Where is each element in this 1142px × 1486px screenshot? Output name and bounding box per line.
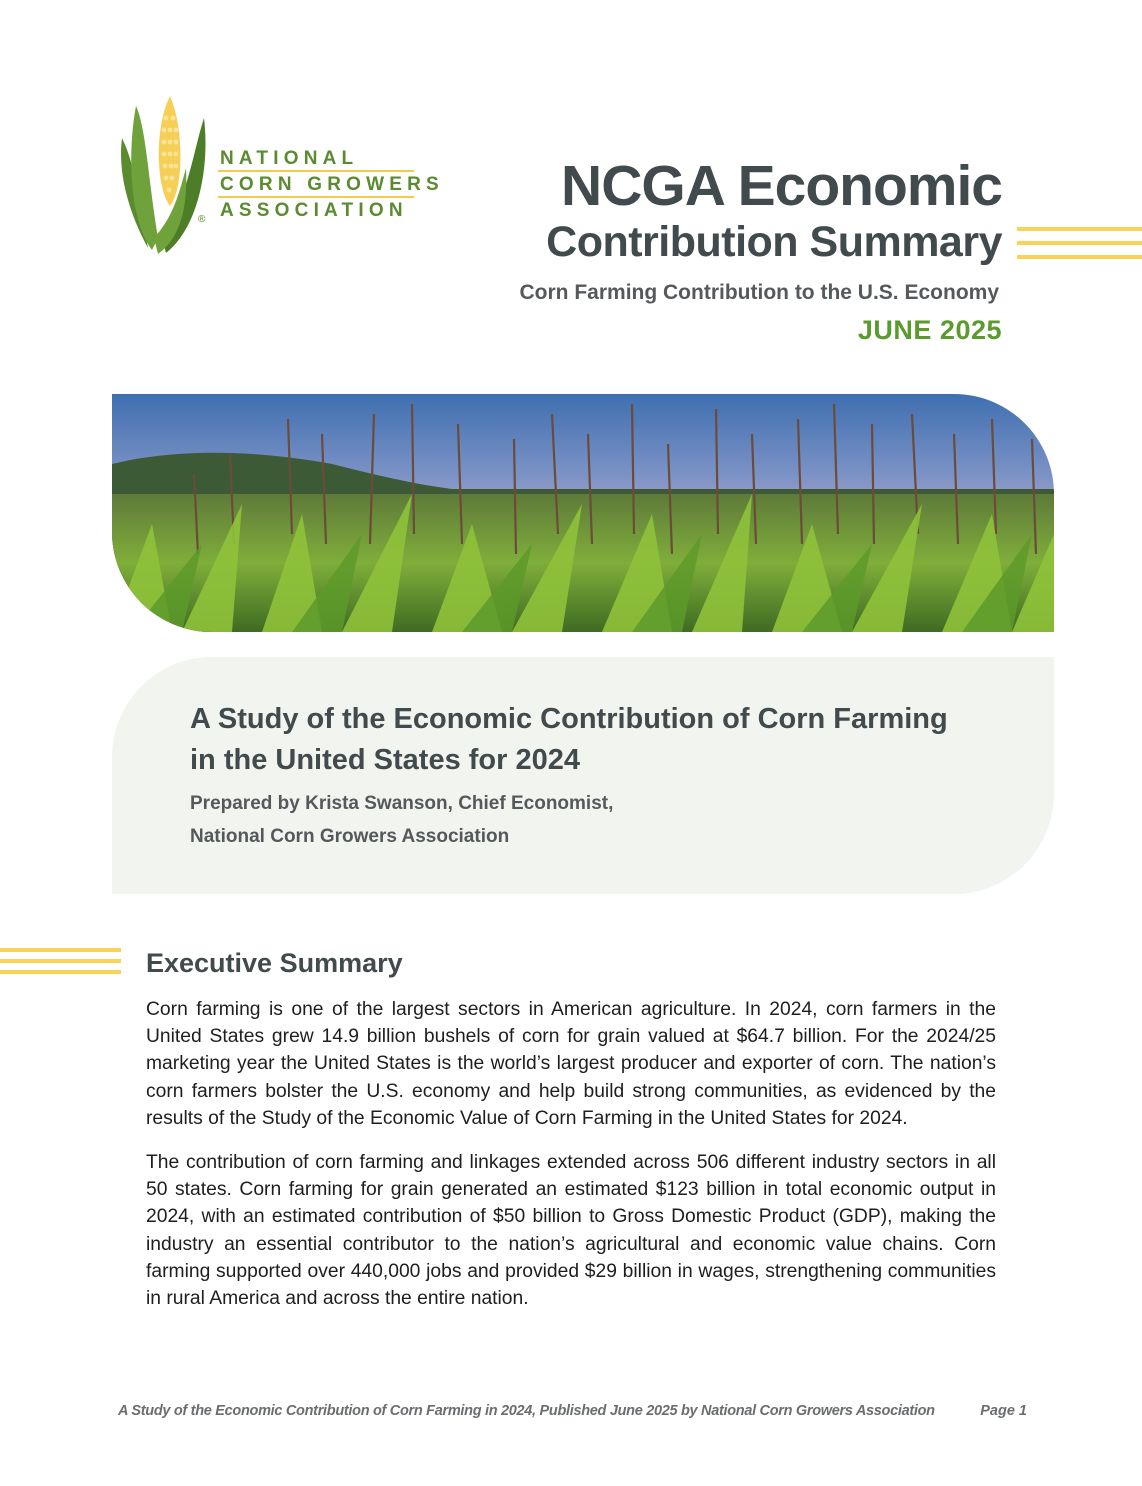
page-subtitle: Corn Farming Contribution to the U.S. Economy bbox=[519, 281, 999, 304]
logo-line-corn-growers: CORN GROWERS bbox=[218, 172, 414, 198]
footer-citation: A Study of the Economic Contribution of Corn Farming in 2024, Published June 2025 by National Corn Growers Association bbox=[118, 1403, 935, 1419]
executive-summary-heading: Executive Summary bbox=[146, 948, 403, 978]
ncga-logo bbox=[118, 88, 444, 258]
publication-date: JUNE 2025 bbox=[857, 315, 1002, 345]
logo-line-association: ASSOCIATION bbox=[220, 200, 408, 221]
study-info-panel bbox=[112, 657, 1054, 894]
page-title-line1: NCGA Economic bbox=[561, 154, 1002, 218]
study-title: A Study of the Economic Contribution of Corn Farming in the United States for 2024 bbox=[190, 703, 948, 776]
prepared-by-author: Prepared by Krista Swanson, Chief Economist, bbox=[190, 793, 614, 814]
logo-wordmark bbox=[218, 146, 444, 224]
page-title-line2: Contribution Summary bbox=[546, 218, 1002, 266]
prepared-by-organization: National Corn Growers Association bbox=[190, 826, 510, 847]
corn-cob-icon bbox=[118, 88, 218, 258]
executive-summary-paragraph-1: Corn farming is one of the largest sectors in American agriculture. In 2024, corn farmers in the United States grew 14.9 billion bushels of corn for grain valued at $64.7 billion. For the 2024/25 marketing year the United States is the world’s largest producer and exporter of corn. The nation’s corn farmers bolster the U.S. economy and help build strong communities, as evidenced by the results of the Study of the Economic Value of Corn Farming in the United States for 2024. bbox=[146, 999, 996, 1129]
logo-line-national: NATIONAL bbox=[218, 146, 414, 172]
executive-summary-paragraph-2: The contribution of corn farming and linkages extended across 506 different industry sectors in all 50 states. Corn farming for grain generated an estimated $123 billion in total economic output in 2024, with an estimated contribution of $50 billion to Gross Domestic Product (GDP), making the industry an essential contributor to the nation’s agricultural and economic value chains. Corn farming supported over 440,000 jobs and provided $29 billion in wages, strengthening communities in rural America and across the entire nation. bbox=[146, 1152, 996, 1310]
cornfield-hero-image bbox=[112, 394, 1054, 632]
registered-mark: ® bbox=[198, 214, 206, 225]
prepared-by bbox=[190, 787, 950, 853]
page-number: Page 1 bbox=[980, 1403, 1027, 1419]
